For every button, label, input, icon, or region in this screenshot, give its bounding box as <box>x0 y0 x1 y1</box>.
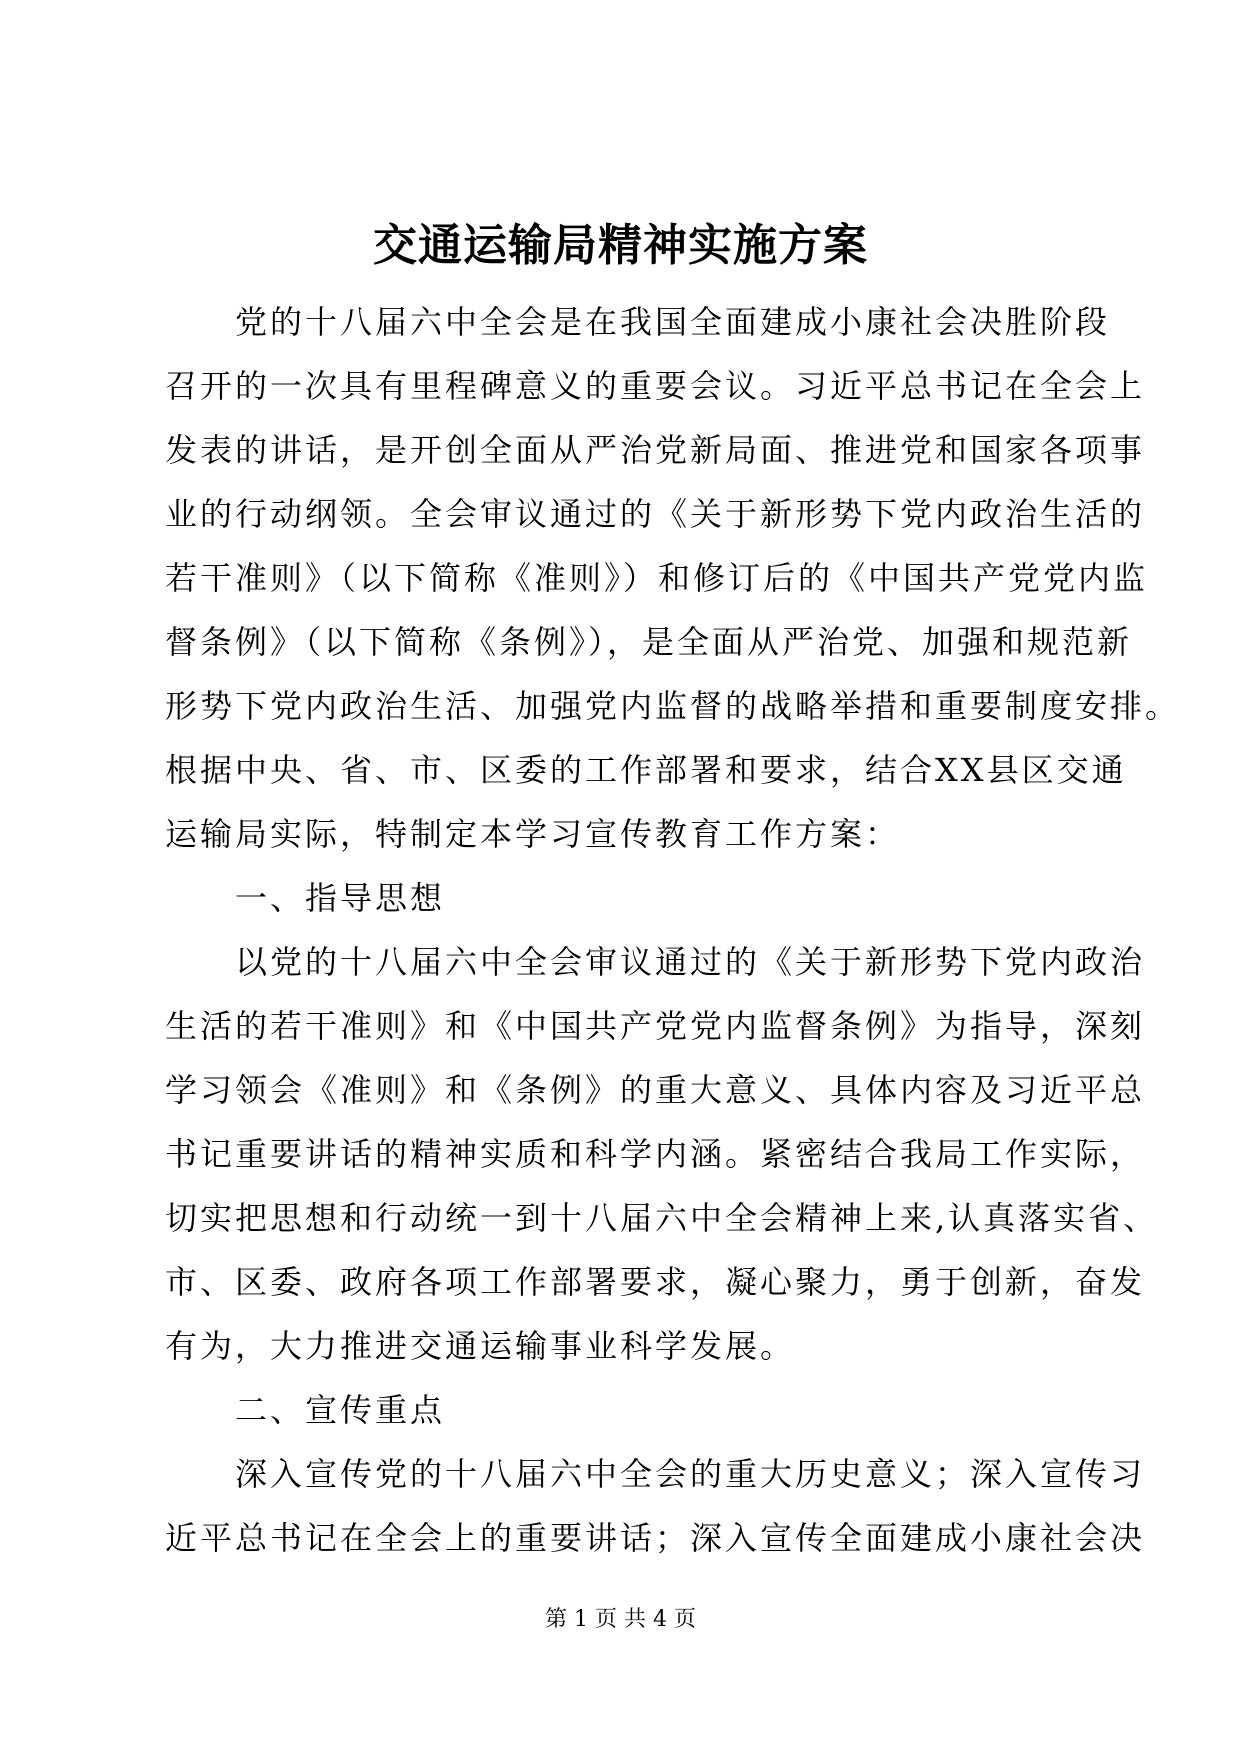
body-line: 市、区委、政府各项工作部署要求，凝心聚力，勇于创新，奋发 <box>165 1263 1146 1301</box>
body-line: 发表的讲话，是开创全面从严治党新局面、推进党和国家各项事 <box>165 431 1146 469</box>
body-line: 召开的一次具有里程碑意义的重要会议。习近平总书记在全会上 <box>165 367 1146 405</box>
body-line: 书记重要讲话的精神实质和科学内涵。紧密结合我局工作实际， <box>165 1135 1146 1173</box>
section-heading: 一、指导思想 <box>235 879 446 917</box>
body-line: 党的十八届六中全会是在我国全面建成小康社会决胜阶段 <box>235 303 1111 341</box>
body-line: 若干准则》（以下简称《准则》）和修订后的《中国共产党党内监 <box>165 559 1149 597</box>
page-footer: 第 1 页 共 4 页 <box>545 1607 696 1632</box>
body-line: 生活的若干准则》和《中国共产党党内监督条例》为指导，深刻 <box>165 1007 1146 1045</box>
body-line: 有为，大力推进交通运输事业科学发展。 <box>165 1327 796 1365</box>
body-line: 督条例》（以下简称《条例》），是全面从严治党、加强和规范新 <box>165 623 1133 661</box>
body-line: 运输局实际，特制定本学习宣传教育工作方案： <box>165 815 901 853</box>
body-line: 近平总书记在全会上的重要讲话；深入宣传全面建成小康社会决 <box>165 1519 1146 1557</box>
document-title: 交通运输局精神实施方案 <box>373 220 868 271</box>
body-line: 根据中央、省、市、区委的工作部署和要求，结合XX县区交通 <box>165 751 1127 789</box>
body-line: 切实把思想和行动统一到十八届六中全会精神上来,认真落实省、 <box>165 1199 1159 1237</box>
body-line: 深入宣传党的十八届六中全会的重大历史意义；深入宣传习 <box>235 1455 1146 1493</box>
body-line: 以党的十八届六中全会审议通过的《关于新形势下党内政治 <box>235 943 1146 981</box>
body-line: 业的行动纲领。全会审议通过的《关于新形势下党内政治生活的 <box>165 495 1146 533</box>
body-line: 形势下党内政治生活、加强党内监督的战略举措和重要制度安排。 <box>165 687 1181 725</box>
body-line: 学习领会《准则》和《条例》的重大意义、具体内容及习近平总 <box>165 1071 1146 1109</box>
document-body <box>165 290 1181 1570</box>
section-heading: 二、宣传重点 <box>235 1391 446 1429</box>
